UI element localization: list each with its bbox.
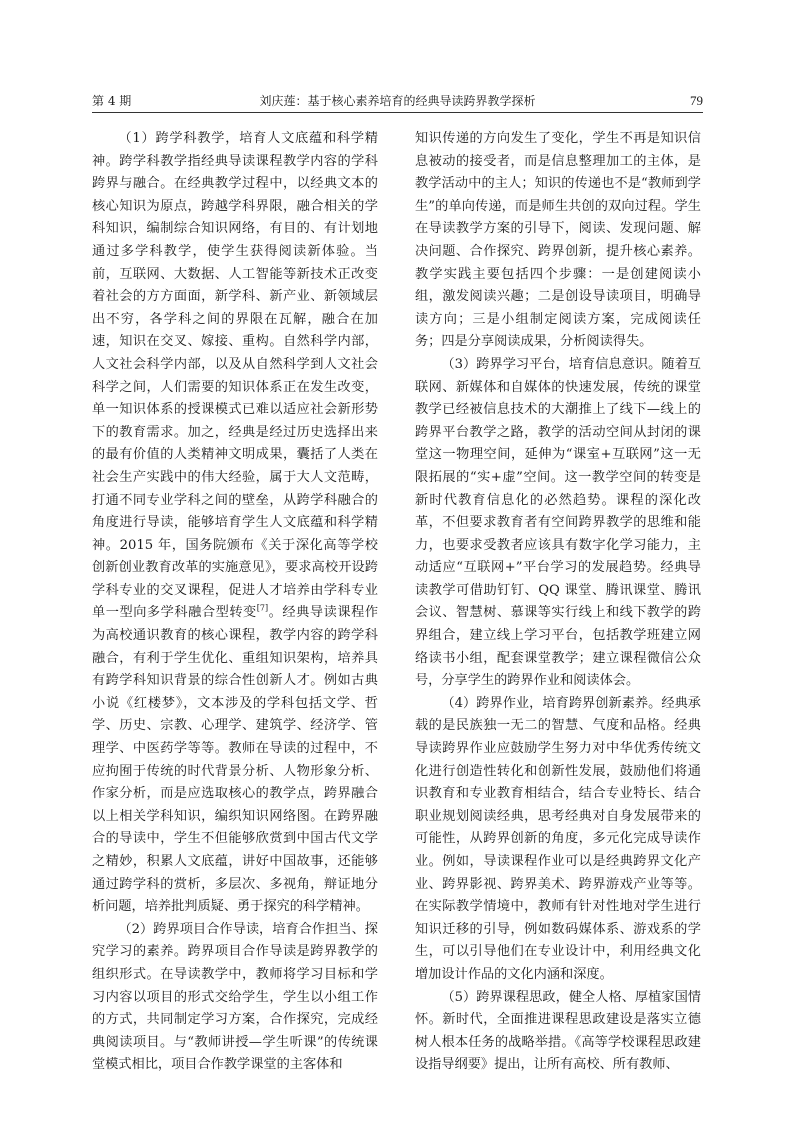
citation-marker: [7] bbox=[256, 604, 269, 614]
paragraph-learning-platform: （3）跨界学习平台，培育信息意识。随着互联网、新媒体和自媒体的快速发展，传统的课堂教学已经被信息技术的大潮推上了线下—线上的跨界平台教学之路，教学的活动空间从封闭的课堂这一物理空间，延伸为“课室+互联网”这一无限拓展的“实+虚”空间。这一教学空间的转变是新时代教育信息化的必然趋势。课程的深化改革，不但要求教育者有空间跨界教学的思维和能力，也要求受教者应该具有数字化学习能力，主动适应“互联网+”平台学习的发展趋势。经典导读教学可借助钉钉、QQ 课堂、腾讯课堂、腾讯会议、智慧树、慕课等实行线上和线下教学的跨界组合，建立线上学习平台，包括教学班建立网络读书小组，配套课堂教学；建立课程微信公众号，分享学生的跨界作业和阅读体会。 bbox=[415, 356, 701, 689]
paragraph-text: （1）跨学科教学，培育人文底蕴和科学精神。跨学科教学指经典导读课程教学内容的学科跨界与融合。在经典教学过程中，以经典文本的核心知识为原点，跨越学科界限，融合相关的学科知识，编制综合知识网络，有目的、有计划地通过多学科教学，使学生获得阅读新体验。当前，互联网、大数据、人工智能等新技术正改变着社会的方方面面，新学科、新产业、新领域层出不穷，各学科之间的界限在瓦解，融合在加速，知识在交叉、嫁接、重构。自然科学内部，人文社会科学内部，以及从自然科学到人文社会科学之间，人们需要的知识体系正在发生改变，单一知识体系的授课模式已难以适应社会新形势下的教育需求。加之，经典是经过历史选择出来的最有价值的人类精神文明成果，囊括了人类在社会生产实践中的伟大经验，属于大人文范畴，打通不同专业学科之间的壁垒，从跨学科融合的角度进行导读，能够培育学生人文底蕴和科学精神。2015 年，国务院颁布《关于深化高等学校创新创业教育改革的实施意见》，要求高校开设跨学科专业的交叉课程，促进人才培养由学科专业单一型向多学科融合型转变 bbox=[92, 131, 378, 621]
paragraph-project-cooperation: （2）跨界项目合作导读，培育合作担当、探究学习的素养。跨界项目合作导读是跨界教学的组织形式。在导读教学中，教师将学习目标和学习内容以项目的形式交给学生，学生以小组工作的方式，共同制定学习方案，合作探究，完成经典阅读项目。与“教师讲授—学生听课”的传统课堂模式相比，项目合作教学课堂的主客体和 bbox=[92, 921, 378, 1073]
right-column bbox=[415, 128, 701, 1077]
paragraph-project-cooperation-continued: 知识传递的方向发生了变化，学生不再是知识信息被动的接受者，而是信息整理加工的主体，是教学活动中的主人；知识的传递也不是“教师到学生”的单向传递，而是师生共创的双向过程。学生在导读教学方案的引导下，阅读、发现问题、解决问题、合作探究、跨界创新，提升核心素养。教学实践主要包括四个步骤：一是创建阅读小组，激发阅读兴趣；二是创设导读项目，明确导读方向；三是小组制定阅读方案，完成阅读任务；四是分享阅读成果，分析阅读得失。 bbox=[415, 131, 701, 350]
running-header bbox=[92, 92, 703, 113]
paragraph-interdisciplinary-teaching bbox=[92, 128, 378, 919]
left-column bbox=[92, 128, 378, 1077]
page-number: 79 bbox=[690, 93, 703, 108]
running-title: 刘庆莲：基于核心素养培育的经典导读跨界教学探析 bbox=[259, 94, 536, 108]
paragraph-text-tail: 。经典导读课程作为高校通识教育的核心课程，教学内容的跨学科融合，有利于学生优化、重组知识架构，培养具有跨学科知识背景的综合性创新人才。例如古典小说《红楼梦》，文本涉及的学科包括文学、哲学、历史、宗教、心理学、建筑学、经济学、管理学、中医药学等等。教师在导读的过程中，不应拘囿于传统的时代背景分析、人物形象分析、作家分析，而是应选取核心的教学点，跨界融合以上相关学科知识，编织知识网络图。在跨界融合的导读中，学生不但能够欣赏到中国古代文学之精妙，积累人文底蕴，讲好中国故事，还能够通过跨学科的赏析，多层次、多视角，辩证地分析问题，培养批判质疑、勇于探究的科学精神。 bbox=[92, 605, 379, 915]
issue-number: 第 4 期 bbox=[92, 94, 132, 108]
paragraph-cross-border-assignments: （4）跨界作业，培育跨界创新素养。经典承载的是民族独一无二的智慧、气度和品格。经典导读跨界作业应鼓励学生努力对中华优秀传统文化进行创造性转化和创新性发展，鼓励他们将通识教育和专业教育相结合，结合专业特长、结合职业规划阅读经典，思考经典对自身发展带来的可能性，从跨界创新的角度，多元化完成导读作业。例如，导读课程作业可以是经典跨界文化产业、跨界影视、跨界美术、跨界游戏产业等等。在实际教学情境中，教师有针对性地对学生进行知识迁移的引导，例如数码媒体系、游戏系的学生，可以引导他们在专业设计中，利用经典文化增加设计作品的文化内涵和深度。 bbox=[415, 695, 701, 982]
paragraph-ideological-education: （5）跨界课程思政，健全人格、厚植家国情怀。新时代，全面推进课程思政建设是落实立德树人根本任务的战略举措。《高等学校课程思政建设指导纲要》提出，让所有高校、所有教师、 bbox=[415, 989, 701, 1073]
